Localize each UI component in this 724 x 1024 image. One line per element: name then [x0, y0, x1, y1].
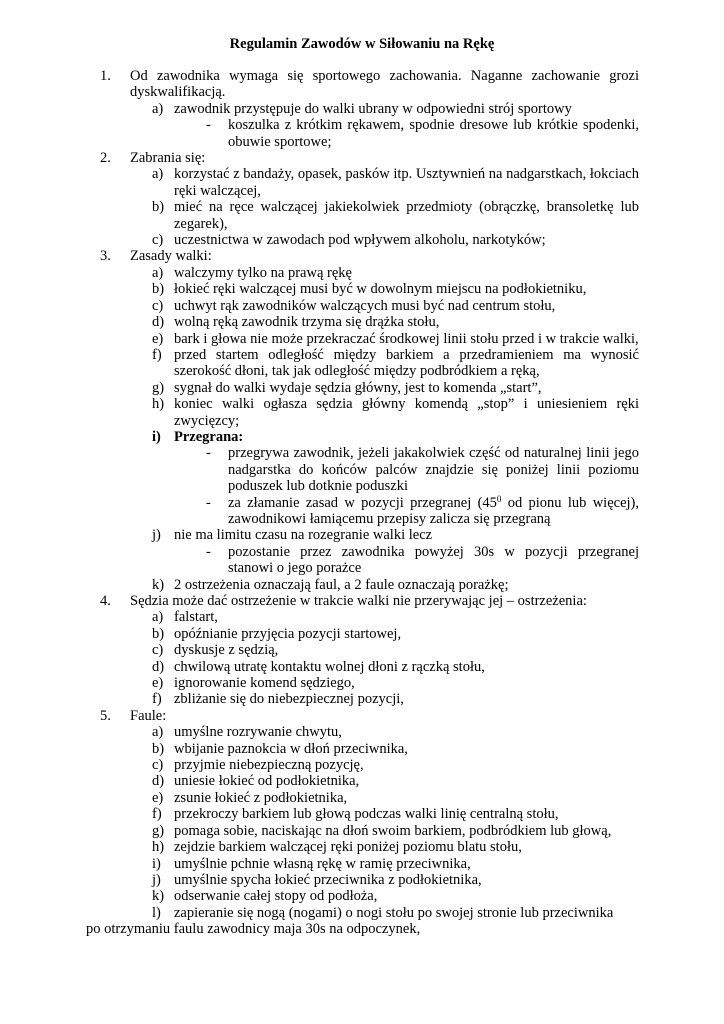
document-title: Regulamin Zawodów w Siłowaniu na Rękę — [229, 36, 495, 52]
item-letter: a) — [152, 100, 164, 117]
dash-text: przegrywa zawodnik, jeżeli jakakolwiek część od naturalnej linii jego nadgarstka do końców palców znajdzie się poniżej linii poziomu poduszek lub dotknie poduszki — [228, 445, 639, 495]
item-letter: k) — [152, 888, 165, 905]
list-item — [0, 872, 724, 888]
section-text: Od zawodnika wymaga się sportowego zachowania. Naganne zachowanie grozi dyskwalifikacją. — [130, 68, 639, 101]
item-letter: c) — [152, 297, 164, 314]
item-letter: c) — [152, 757, 164, 774]
item-text: Przegrana: — [174, 428, 244, 445]
item-text: zawodnik przystępuje do walki ubrany w odpowiedni strój sportowy — [174, 100, 572, 117]
item-text: walczymy tylko na prawą rękę — [174, 264, 352, 281]
dash-bullet: - — [206, 445, 211, 462]
dash-text — [228, 495, 639, 528]
item-text: uchwyt rąk zawodników walczących musi być nad centrum stołu, — [174, 297, 556, 314]
list-item — [0, 839, 724, 855]
item-letter: h) — [152, 839, 165, 856]
section-3 — [0, 248, 724, 264]
list-item — [0, 265, 724, 281]
section-1 — [0, 68, 724, 101]
item-text: pomaga sobie, naciskając na dłoń swoim barkiem, podbródkiem lub głową, — [174, 822, 612, 839]
item-letter: f) — [152, 346, 162, 363]
list-item — [0, 199, 724, 232]
item-text: zsunie łokieć z podłokietnika, — [174, 789, 348, 806]
list-item — [0, 888, 724, 904]
section-text: Faule: — [130, 707, 167, 724]
item-letter: b) — [152, 740, 165, 757]
item-text: przed startem odległość między barkiem a przedramieniem ma wynosić szerokość dłoni, tak jak odległość między podbródkiem a ręką, — [174, 346, 639, 380]
list-item — [0, 856, 724, 872]
section-text: Sędzia może dać ostrzeżenie w trakcie walki nie przerywając jej – ostrzeżenia: — [130, 593, 587, 609]
dash-bullet: - — [206, 494, 211, 511]
item-letter: g) — [152, 379, 165, 396]
list-item — [0, 675, 724, 691]
list-item — [0, 741, 724, 757]
item-letter: a) — [152, 264, 164, 281]
item-letter: e) — [152, 330, 164, 347]
item-text: zbliżanie się do niebezpiecznej pozycji, — [174, 691, 404, 708]
item-text: umyślnie spycha łokieć przeciwnika z podłokietnika, — [174, 871, 482, 888]
list-item — [0, 757, 724, 773]
list-item — [0, 396, 724, 429]
item-text: falstart, — [174, 609, 218, 626]
dash-bullet: - — [206, 543, 211, 560]
item-text: wolną ręką zawodnik trzyma się drążka stołu, — [174, 314, 440, 331]
dash-text-pre: za złamanie zasad w pozycji przegranej (45 — [228, 494, 497, 511]
item-text: dyskusje z sędzią, — [174, 642, 279, 659]
item-letter: j) — [152, 871, 161, 888]
dash-text-post: od pionu lub więcej), zawodnikowi łamiącemu przepisy zalicza się przegraną — [228, 494, 639, 527]
item-letter: d) — [152, 658, 165, 675]
item-text: umyślnie pchnie własną rękę w ramię przeciwnika, — [174, 855, 471, 872]
list-item — [0, 691, 724, 707]
list-item — [0, 905, 724, 921]
document-body — [0, 68, 724, 938]
item-letter: e) — [152, 675, 164, 692]
item-text: uczestnictwa w zawodach pod wpływem alkoholu, narkotyków; — [174, 232, 546, 249]
section-5 — [0, 708, 724, 724]
item-letter: d) — [152, 773, 165, 790]
item-text: zejdzie barkiem walczącej ręki poniżej poziomu blatu stołu, — [174, 839, 522, 856]
section-number: 1. — [100, 68, 111, 84]
list-item — [0, 429, 724, 445]
dash-item — [0, 117, 724, 150]
list-item — [0, 314, 724, 330]
section-text: Zasady walki: — [130, 248, 212, 265]
dash-bullet: - — [206, 117, 211, 134]
list-item — [0, 724, 724, 740]
dash-text: pozostanie przez zawodnika powyżej 30s w pozycji przegranej stanowi o jego porażce — [228, 543, 639, 577]
item-letter: h) — [152, 396, 165, 413]
list-item — [0, 527, 724, 543]
section-4 — [0, 593, 724, 609]
item-text: umyślne rozrywanie chwytu, — [174, 724, 342, 741]
item-letter: c) — [152, 232, 164, 249]
item-letter: b) — [152, 281, 165, 298]
item-letter: f) — [152, 691, 162, 708]
list-item — [0, 659, 724, 675]
item-letter: l) — [152, 904, 161, 921]
section-text: Zabrania się: — [130, 150, 206, 167]
dash-item — [0, 495, 724, 528]
item-text: korzystać z bandaży, opasek, pasków itp. Usztywnień na nadgarstkach, łokciach ręki walczącej, — [174, 166, 639, 199]
item-text: przekroczy barkiem lub głową podczas walki linię centralną stołu, — [174, 806, 559, 823]
item-text: przyjmie niebezpieczną pozycję, — [174, 757, 364, 774]
section-number: 2. — [100, 150, 111, 167]
item-text: bark i głowa nie może przekraczać środkowej linii stołu przed i w trakcie walki, — [174, 330, 639, 347]
section-2 — [0, 150, 724, 166]
item-letter: a) — [152, 609, 164, 626]
item-text: uniesie łokieć od podłokietnika, — [174, 773, 360, 790]
item-text: 2 ostrzeżenia oznaczają faul, a 2 faule oznaczają porażkę; — [174, 576, 509, 593]
dash-item — [0, 445, 724, 494]
item-letter: f) — [152, 806, 162, 823]
section-number: 5. — [100, 707, 111, 724]
item-text: wbijanie paznokcia w dłoń przeciwnika, — [174, 740, 408, 757]
list-item — [0, 166, 724, 199]
item-letter: c) — [152, 642, 164, 659]
section-number: 4. — [100, 593, 111, 609]
list-item — [0, 790, 724, 806]
item-letter: g) — [152, 822, 165, 839]
item-text: mieć na ręce walczącej jakiekolwiek przedmioty (obrączkę, bransoletkę lub zegarek), — [174, 199, 639, 232]
section-number: 3. — [100, 248, 111, 265]
item-letter: a) — [152, 166, 164, 183]
item-letter: b) — [152, 625, 165, 642]
item-text: nie ma limitu czasu na rozegranie walki lecz — [174, 527, 433, 544]
list-item — [0, 331, 724, 347]
degree-superscript: 0 — [496, 493, 502, 504]
list-item — [0, 609, 724, 625]
item-text: chwilową utratę kontaktu wolnej dłoni z rączką stołu, — [174, 658, 485, 675]
list-item — [0, 642, 724, 658]
item-letter: i) — [152, 428, 161, 445]
list-item — [0, 298, 724, 314]
item-letter: d) — [152, 314, 165, 331]
item-text: ignorowanie komend sędziego, — [174, 675, 355, 692]
list-item — [0, 577, 724, 593]
item-letter: a) — [152, 724, 164, 741]
item-letter: k) — [152, 576, 165, 593]
item-text: sygnał do walki wydaje sędzia główny, jest to komenda „start”, — [174, 379, 542, 396]
item-letter: j) — [152, 527, 161, 544]
dash-text: koszulka z krótkim rękawem, spodnie dresowe lub krótkie spodenki, obuwie sportowe; — [228, 117, 639, 150]
list-item — [0, 380, 724, 396]
item-text: opóźnianie przyjęcia pozycji startowej, — [174, 625, 402, 642]
item-text: koniec walki ogłasza sędzia główny komendą „stop” i uniesieniem ręki zwycięzcy; — [174, 396, 639, 429]
item-text: zapieranie się nogą (nogami) o nogi stołu po swojej stronie lub przeciwnika — [174, 904, 614, 921]
list-item — [0, 281, 724, 297]
item-letter: e) — [152, 789, 164, 806]
list-item — [0, 806, 724, 822]
list-item — [0, 823, 724, 839]
item-letter: i) — [152, 855, 161, 872]
footer-text: po otrzymaniu faulu zawodnicy maja 30s na odpoczynek, — [86, 921, 421, 938]
dash-item — [0, 544, 724, 577]
item-text: odserwanie całej stopy od podłoża, — [174, 888, 378, 905]
list-item — [0, 101, 724, 117]
item-letter: b) — [152, 199, 165, 216]
list-item — [0, 347, 724, 380]
item-text: łokieć ręki walczącej musi być w dowolnym miejscu na podłokietniku, — [174, 281, 587, 298]
list-item — [0, 626, 724, 642]
list-item — [0, 773, 724, 789]
list-item — [0, 232, 724, 248]
